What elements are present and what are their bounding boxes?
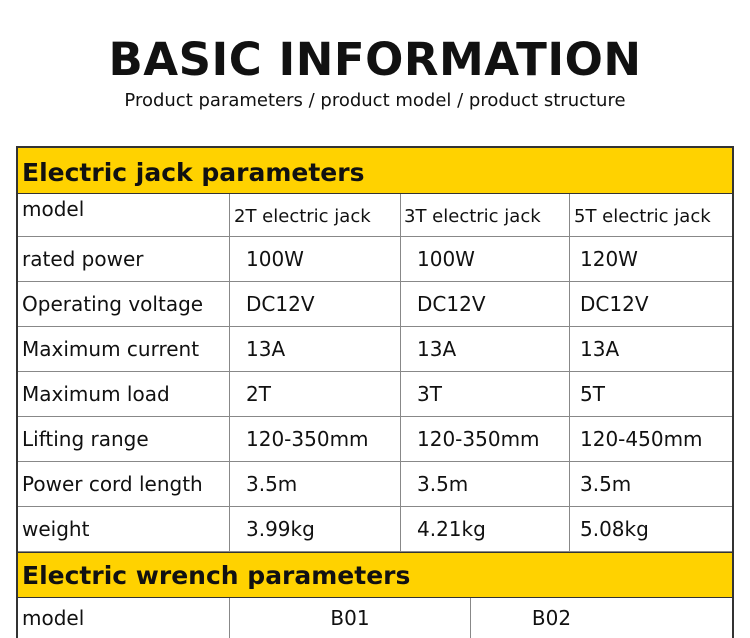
table-cell: 3.5m [230, 462, 401, 506]
table-cell: 13A [230, 327, 401, 371]
table-cell: 100W [230, 237, 401, 281]
table-row [18, 507, 732, 552]
table-cell: 13A [580, 337, 620, 361]
row-label: model [18, 598, 230, 638]
page-subtitle: Product parameters / product model / product structure [124, 90, 626, 111]
table-cell: B02 [531, 606, 572, 630]
table-row [18, 598, 732, 638]
table-cell: 3.99kg [230, 507, 401, 551]
wrench-table-body [18, 598, 732, 638]
table-cell: 2T [230, 372, 401, 416]
table-cell: 3.5m [401, 462, 570, 506]
table-cell: 120W [580, 247, 638, 271]
row-label: Operating voltage [18, 282, 230, 326]
table-cell: 120-350mm [401, 417, 570, 461]
wrench-table-title: Electric wrench parameters [18, 552, 732, 598]
table-cell: 5T [580, 382, 605, 406]
jack-table-title: Electric jack parameters [18, 146, 732, 194]
table-cell: DC12V [401, 282, 570, 326]
row-label: Maximum current [18, 327, 230, 371]
table-cell: 3.5m [580, 472, 632, 496]
row-label: model [18, 194, 230, 236]
table-cell: DC12V [580, 292, 649, 316]
table-cell: 3T [401, 372, 570, 416]
row-label: rated power [18, 237, 230, 281]
row-label: weight [18, 507, 230, 551]
table-cell: B01 [230, 598, 471, 638]
table-cell: 100W [401, 237, 570, 281]
table-row [18, 462, 732, 507]
table-cell: 4.21kg [401, 507, 570, 551]
row-label: Power cord length [18, 462, 230, 506]
table-row [18, 327, 732, 372]
table-row [18, 194, 732, 237]
jack-table-body [18, 194, 732, 552]
parameter-tables [16, 146, 734, 638]
page-title: BASIC INFORMATION [108, 33, 642, 86]
table-cell: 13A [401, 327, 570, 371]
row-label: Maximum load [18, 372, 230, 416]
table-row [18, 372, 732, 417]
table-cell: 120-450mm [580, 427, 703, 451]
table-cell: DC12V [230, 282, 401, 326]
table-cell: 2T electric jack [230, 194, 401, 236]
table-cell: 5.08kg [580, 517, 649, 541]
table-row [18, 417, 732, 462]
row-label: Lifting range [18, 417, 230, 461]
table-cell: 5T electric jack [574, 206, 711, 227]
table-row [18, 237, 732, 282]
table-cell: 120-350mm [230, 417, 401, 461]
table-cell: 3T electric jack [401, 194, 570, 236]
table-row [18, 282, 732, 327]
